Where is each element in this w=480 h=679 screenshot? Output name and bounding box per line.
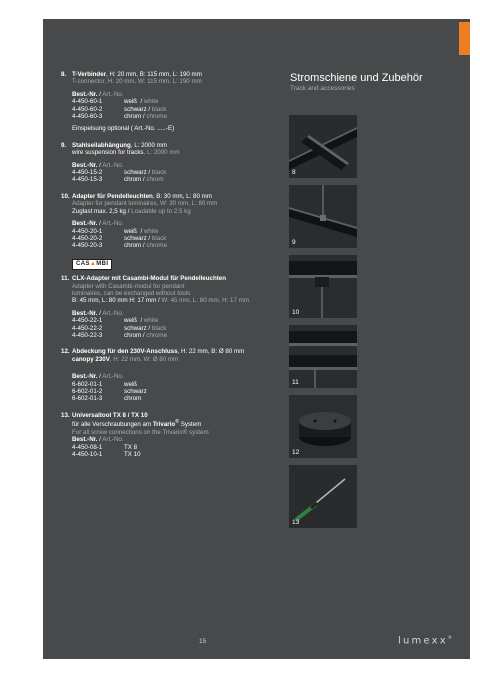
product-image-t-connector xyxy=(289,115,357,178)
table-row: 4-450-22-3 chrom / chrome xyxy=(72,331,168,339)
page-subtitle: Track and accessories xyxy=(290,85,355,92)
page-title: Stromschiene und Zubehör xyxy=(290,72,423,84)
order-label: Best.-Nr. xyxy=(72,373,98,381)
section-wire-suspension: 9. Stahlseilabhängung, L: 2000 mm wire suspension for tracks, L: 2000 mm Best.-Nr. / Art.-No. 4-450-15-2 schwarz / black 4-450-15-3 chrom / chrom xyxy=(61,142,291,184)
section-number: 10. xyxy=(61,192,70,200)
content-panel xyxy=(43,19,470,659)
product-image-pendant-adapter xyxy=(289,255,357,318)
table-row: 4-450-20-1 weiß / white xyxy=(72,227,159,235)
product-dims: , L: 2000 mm xyxy=(130,141,167,149)
table-row: 4-450-20-3 chrom / chrome xyxy=(72,242,168,250)
order-label: Best.-Nr. xyxy=(72,436,98,444)
order-label-en: Art.-No. xyxy=(102,90,124,98)
feed-note: Einspeisung optional ( Art.-No. .....-E) xyxy=(72,125,175,133)
section-number: 13. xyxy=(61,411,70,419)
casambi-adapter-illustration xyxy=(289,325,357,388)
section-t-connector: 8. T-Verbinder, H: 20 mm, B: 115 mm, L: 190 mm T-connector, H: 20 mm, W: 115 mm, L: 190 mm Best.-Nr. / Art.-No. 4-450-60-1 weiß / white 4-450-60-2 schwarz / black 4-450-60-3 chrom / chrome Einspeisung optional ( Art.-No. .....-E) xyxy=(61,71,291,133)
table-row: 4-450-15-2 schwarz / black xyxy=(72,169,167,177)
order-label-en: Art.-No. xyxy=(102,161,124,169)
product-dims: B: 45 mm, L: 80 mm H: 17 mm / xyxy=(72,297,162,305)
section-number: 9. xyxy=(61,141,67,149)
product-name: Adapter für Pendelleuchten xyxy=(72,192,153,200)
table-row: 4-450-20-2 schwarz / black xyxy=(72,234,167,242)
product-name-en: Adapter with Casambi-modul for pendant xyxy=(72,282,185,290)
table-row: 6-602-01-2 schwarz xyxy=(72,388,147,395)
product-name: Abdeckung für den 230V-Anschluss xyxy=(72,348,178,356)
image-number: 9 xyxy=(292,239,296,246)
product-name-en: canopy 230V xyxy=(72,355,110,363)
table-row: 4-450-60-3 chrom / chrome xyxy=(72,113,168,121)
lumexx-logo: lumexx® xyxy=(398,635,452,647)
section-pendant-adapter: 10. Adapter für Pendelleuchten, B: 30 mm, L: 80 mm Adapter for pendant luminaires, W: 30 mm, L: 80 mm Zuglast max. 2,5 kg / Loadable up to 2,5 kg Best.-Nr. / Art.-No. 4-450-20-1 weiß / white 4-450-20-2 schwarz / black 4-450-20-3 chrom / chrome xyxy=(61,193,291,250)
product-name: CLX-Adapter mit Casambi-Modul für Pendelleuchten xyxy=(72,275,227,283)
order-label: Best.-Nr. xyxy=(72,90,98,98)
image-number: 10 xyxy=(292,309,300,316)
product-name: Stahlseilabhängung xyxy=(72,141,131,149)
section-number: 12. xyxy=(61,348,70,356)
product-image-canopy xyxy=(289,395,357,458)
product-name-en: T-connector, H: 20 mm, W: 115 mm, L: 190 mm xyxy=(72,78,202,86)
product-dims: , B: 30 mm, L: 80 mm xyxy=(152,192,212,200)
section-number: 11. xyxy=(61,275,70,283)
table-row: 4-450-22-2 schwarz / black xyxy=(72,324,167,332)
order-label: Best.-Nr. xyxy=(72,220,98,228)
casambi-logo: CAS▲MBI xyxy=(72,259,112,270)
image-number: 8 xyxy=(292,169,296,176)
table-row: 4-450-22-1 weiß / white xyxy=(72,317,159,325)
trivario-brand: Trivario xyxy=(152,421,176,429)
order-label-en: Art.-No. xyxy=(102,309,124,317)
order-label: Best.-Nr. xyxy=(72,161,98,169)
product-image-wire-suspension xyxy=(289,185,357,248)
image-number: 12 xyxy=(292,449,300,456)
order-label-en: Art.-No. xyxy=(102,373,124,381)
table-row: 4-450-60-1 weiß / white xyxy=(72,98,159,106)
wire-suspension-illustration xyxy=(289,185,357,248)
product-image-universal-tool xyxy=(289,465,357,528)
product-name-en: wire suspension for tracks xyxy=(72,149,144,157)
order-label-en: Art.-No. xyxy=(102,220,124,228)
section-number: 8. xyxy=(61,71,67,78)
product-name-en: Adapter for pendant luminaires, W: 30 mm, L: 80 mm xyxy=(72,200,218,208)
product-dims: , H: 22 mm, B: Ø 80 mm xyxy=(177,348,245,356)
load-rating: Zuglast max. 2,5 kg / xyxy=(72,207,132,215)
product-list xyxy=(61,71,291,467)
image-number: 13 xyxy=(292,519,300,526)
product-dims: , H: 20 mm, B: 115 mm, L: 190 mm xyxy=(106,71,202,78)
page-number: 15 xyxy=(199,638,207,645)
section-universal-tool: 13. Universaltool TX 8 / TX 10 für alle Verschraubungen am Trivario® System For all screw connections on the Trivario® system Best.-Nr. / Art.-No. 4-450-08-1 TX 8 4-450-10-1 TX 10 xyxy=(61,412,291,459)
chapter-tab xyxy=(459,22,470,55)
order-label: Best.-Nr. xyxy=(72,309,98,317)
table-row: 6-602-01-3 chrom xyxy=(72,395,142,403)
product-name-en: For all screw connections on the Trivario® system xyxy=(72,428,209,436)
table-row: 4-450-10-1 TX 10 xyxy=(72,450,141,458)
table-row: 4-450-60-2 schwarz / black xyxy=(72,105,167,113)
t-connector-illustration xyxy=(289,115,357,178)
product-name: T-Verbinder xyxy=(72,71,107,78)
product-name: Universaltool TX 8 / TX 10 xyxy=(72,411,148,419)
table-row: 6-602-01-1 weiß xyxy=(72,380,138,388)
table-row: 4-450-08-1 TX 8 xyxy=(72,443,138,451)
order-label-en: Art.-No. xyxy=(102,436,124,444)
section-canopy: 12. Abdeckung für den 230V-Anschluss, H: 22 mm, B: Ø 80 mm canopy 230V, H: 22 mm, W: Ø 80 mm Best.-Nr. / Art.-No. 6-602-01-1 weiß 6-602-01-2 schwarz 6-602-01-3 chrom xyxy=(61,348,291,402)
table-row: 4-450-15-3 chrom / chrom xyxy=(72,176,164,184)
section-casambi-adapter: CAS▲MBI 11. CLX-Adapter mit Casambi-Modul für Pendelleuchten Adapter with Casambi-modul for pendant luminaires, can be exchanged without tools B: 45 mm, L: 80 mm H: 17 mm / W: 45 mm, L: 80 mm, H: 17 mm Best.-Nr. / Art.-No. 4-450-22-1 weiß / white 4-450-22-2 schwarz / black 4-450-22-3 chrom / chrome xyxy=(61,259,291,340)
product-image-casambi-adapter xyxy=(289,325,357,388)
image-number: 11 xyxy=(292,379,299,386)
